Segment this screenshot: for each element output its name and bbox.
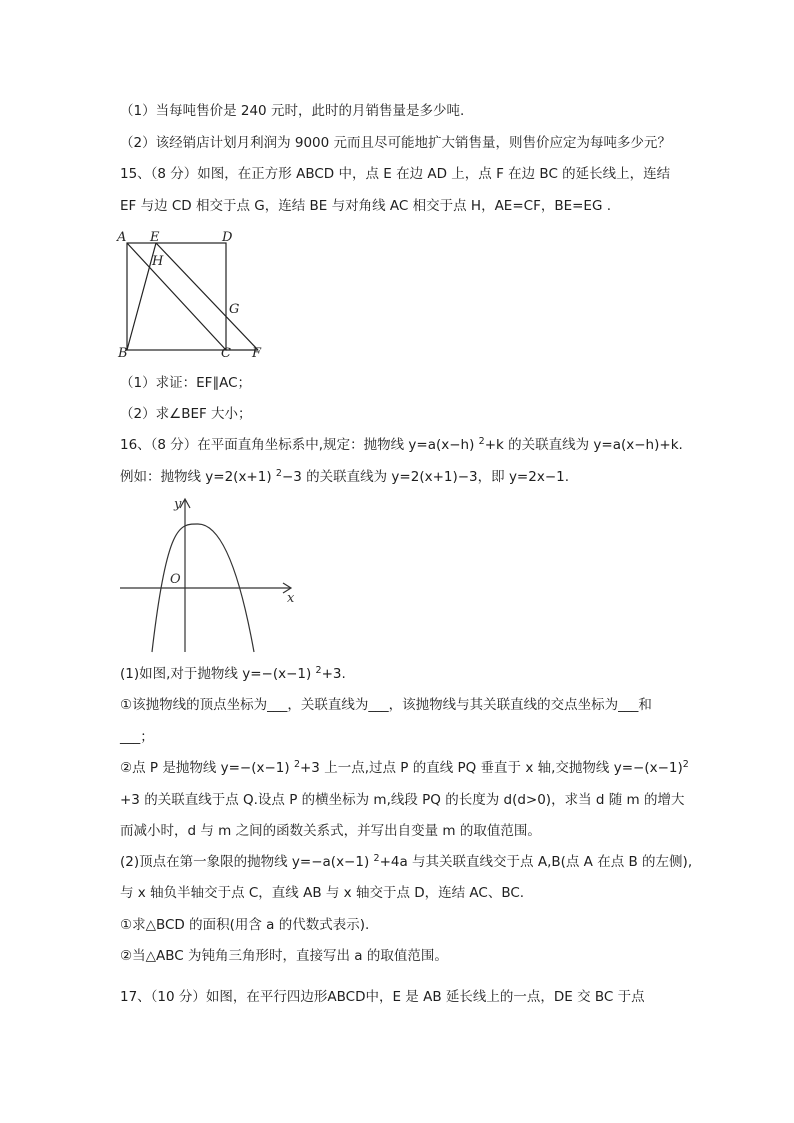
origin-label: O — [170, 572, 181, 587]
label-G: G — [229, 302, 240, 317]
x-axis-label: x — [287, 591, 295, 606]
q17-stem: 17、（10 分）如图，在平行四边形ABCD中，E 是 AB 延长线上的一点，DE 交 BC 于点 — [120, 989, 645, 1005]
q15-stem-line2: EF 与边 CD 相交于点 G，连结 BE 与对角线 AC 相交于点 H，AE=CF，BE=EG . — [120, 198, 612, 214]
q16-stem-line2: 例如：抛物线 y=2(x+1) $^2$−3 的关联直线为 y=2(x+1)−3，即 y=2x−1. — [120, 468, 570, 485]
q16-stem-line1: 16、（8 分）在平面直角坐标系中,规定：抛物线 y=a(x−h) $^2$+k 的关联直线为 y=a(x−h)+k. — [120, 436, 683, 453]
label-D: D — [222, 230, 233, 245]
q16-parabola-figure — [112, 492, 302, 658]
q14-part1: （1）当每吨售价是 240 元时，此时的月销售量是多少吨. — [120, 103, 465, 119]
q16-part2-a: ①求△BCD 的面积(用含 a 的代数式表示). — [120, 917, 370, 933]
y-axis-label: y — [174, 497, 182, 512]
q16-part2-cont: 与 x 轴负半轴交于点 C，直线 AB 与 x 轴交于点 D，连结 AC、BC. — [120, 885, 525, 901]
label-E: E — [150, 230, 160, 245]
q16-part1: (1)如图,对于抛物线 y=−(x−1) $^2$+3. — [120, 665, 346, 682]
q16-part1-b-end: 而减小时，d 与 m 之间的函数关系式，并写出自变量 m 的取值范围。 — [120, 823, 541, 839]
label-A: A — [117, 230, 127, 245]
q14-part2: （2）该经销店计划月利润为 9000 元而且尽可能地扩大销售量，则售价应定为每吨多少元？ — [120, 135, 672, 151]
q15-part2: （2）求∠BEF 大小； — [120, 406, 252, 422]
segment-ef — [156, 243, 258, 350]
label-H: H — [152, 254, 164, 269]
q15-part1: （1）求证：EF∥AC； — [120, 375, 252, 391]
q15-square-figure — [112, 226, 272, 360]
q16-part2-b: ②当△ABC 为钝角三角形时，直接写出 a 的取值范围。 — [120, 948, 448, 964]
label-B: B — [118, 346, 128, 360]
q16-part1-a-cont: ___； — [120, 729, 154, 745]
q16-part2: (2)顶点在第一象限的抛物线 y=−a(x−1) $^2$+4a 与其关联直线交于点 A,B(点 A 在点 B 的左侧), — [120, 853, 693, 870]
q15-stem-line1: 15、（8 分）如图，在正方形 ABCD 中，点 E 在边 AD 上，点 F 在边 BC 的延长线上，连结 — [120, 166, 671, 182]
q16-part1-b: ②点 P 是抛物线 y=−(x−1) $^2$+3 上一点,过点 P 的直线 PQ 垂直于 x 轴,交抛物线 $y=-(x-1)^2$ — [120, 759, 689, 776]
q16-part1-a: ①该抛物线的顶点坐标为___，关联直线为___，该抛物线与其关联直线的交点坐标为___和 — [120, 697, 652, 713]
label-C: C — [221, 346, 231, 360]
label-F: F — [252, 346, 262, 360]
q16-part1-b-cont: +3 的关联直线于点 Q.设点 P 的横坐标为 m,线段 PQ 的长度为 d(d>0)，求当 d 随 m 的增大 — [120, 792, 685, 808]
